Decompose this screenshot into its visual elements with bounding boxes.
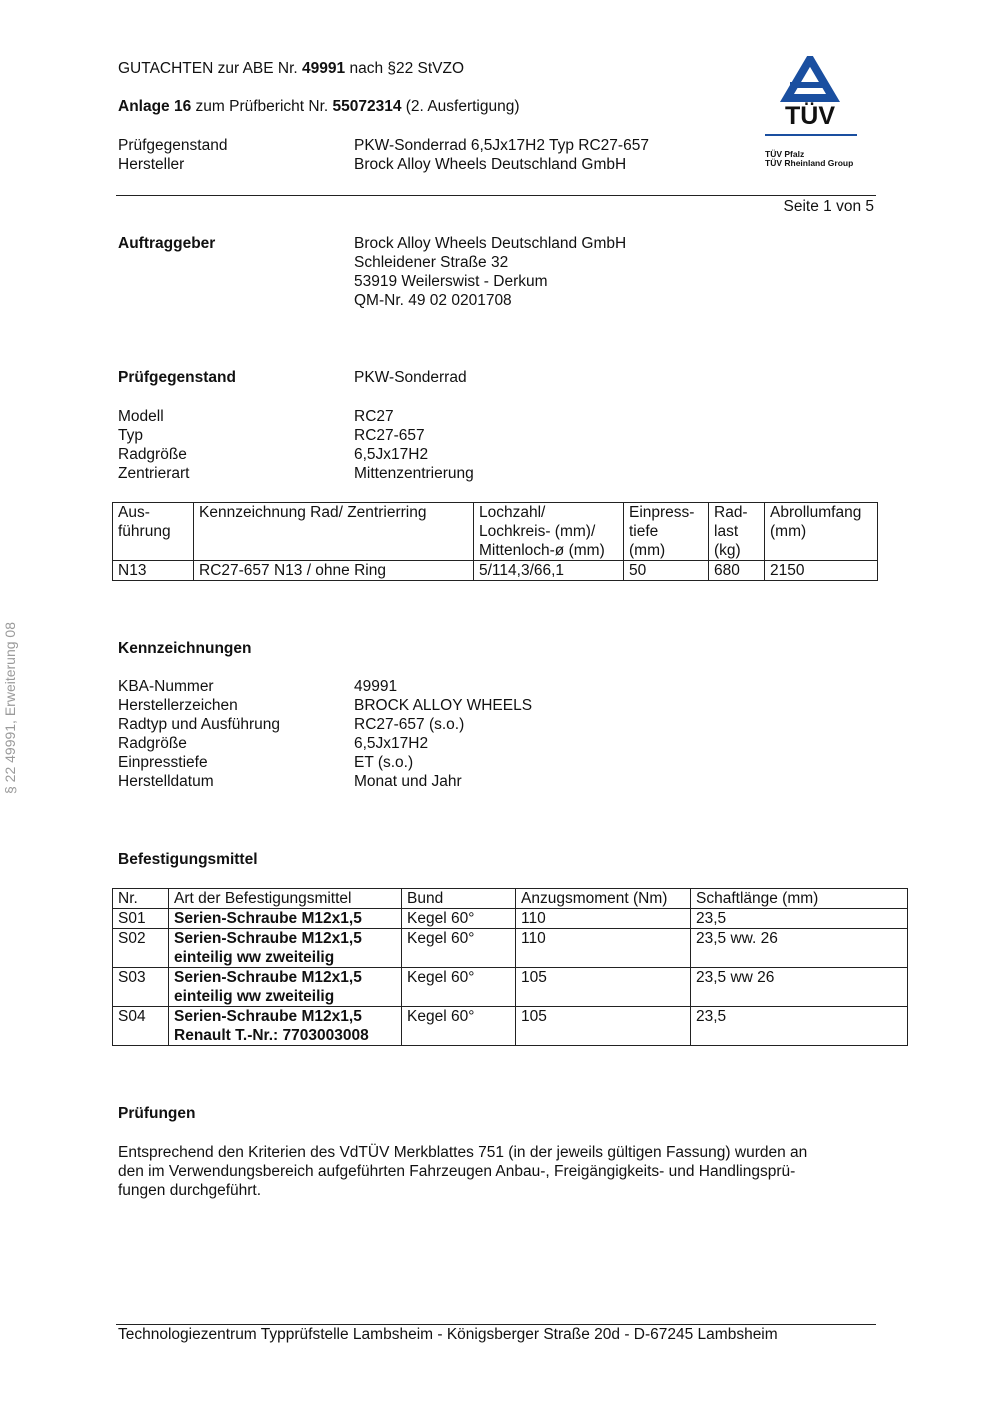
- table-row: [113, 909, 908, 929]
- detail-value: RC27: [354, 408, 394, 425]
- table-cell: Kegel 60°: [402, 929, 516, 968]
- table-header-cell: Anzugsmoment (Nm): [516, 889, 691, 909]
- table-cell: S03: [113, 968, 169, 1007]
- table-header-cell: Bund: [402, 889, 516, 909]
- table-cell: 105: [516, 968, 691, 1007]
- table-header-cell: Einpress- tiefe (mm): [624, 503, 709, 561]
- header-rule: [116, 195, 876, 196]
- marking-value: BROCK ALLOY WHEELS: [354, 697, 533, 714]
- annex-suffix: (2. Ausfertigung): [401, 98, 520, 115]
- side-note: § 22 49991, Erweiterung 08: [2, 622, 18, 795]
- title-suffix: nach §22 StVZO: [345, 60, 465, 77]
- table-cell: Serien-Schraube M12x1,5 einteilig ww zweiteilig: [169, 968, 402, 1007]
- footer-text: Technologiezentrum Typprüfstelle Lambsheim - Königsberger Straße 20d - D-67245 Lambsheim: [118, 1326, 778, 1343]
- table-cell: Serien-Schraube M12x1,5: [169, 909, 402, 929]
- marking-label: Einpresstiefe: [118, 754, 208, 771]
- table-cell: S04: [113, 1007, 169, 1046]
- detail-label: Modell: [118, 408, 164, 425]
- table-header-cell: Nr.: [113, 889, 169, 909]
- marking-value: ET (s.o.): [354, 754, 414, 771]
- annex-number: Anlage 16: [118, 98, 192, 115]
- table-header-cell: Kennzeichnung Rad/ Zentrierring: [194, 503, 474, 561]
- table-header-row: [113, 889, 908, 909]
- abe-number: 49991: [302, 60, 346, 77]
- table-cell: 2150: [765, 561, 878, 581]
- table-cell: 110: [516, 909, 691, 929]
- item-label: Prüfgegenstand: [118, 369, 236, 386]
- table-cell: Serien-Schraube M12x1,5 einteilig ww zweiteilig: [169, 929, 402, 968]
- table-cell: N13: [113, 561, 194, 581]
- logo-line1: TÜV Pfalz: [765, 149, 805, 159]
- client-name: Brock Alloy Wheels Deutschland GmbH: [354, 235, 627, 252]
- marking-label: Herstellerzeichen: [118, 697, 238, 714]
- subject-value: PKW-Sonderrad 6,5Jx17H2 Typ RC27-657: [354, 137, 649, 154]
- table-cell: 23,5: [691, 1007, 908, 1046]
- detail-value: Mittenzentrierung: [354, 465, 474, 482]
- table-row: [113, 929, 908, 968]
- table-cell: Serien-Schraube M12x1,5 Renault T.-Nr.: 7703003008: [169, 1007, 402, 1046]
- maker-label: Hersteller: [118, 156, 185, 173]
- item-value: PKW-Sonderrad: [354, 369, 467, 386]
- logo-name: TÜV: [785, 102, 835, 130]
- table-cell: 50: [624, 561, 709, 581]
- client-qm-number: QM-Nr. 49 02 0201708: [354, 292, 512, 309]
- page-number: Seite 1 von 5: [783, 198, 874, 215]
- tests-title: Prüfungen: [118, 1105, 196, 1122]
- logo-line2: TÜV Rheinland Group: [765, 158, 854, 168]
- detail-label: Zentrierart: [118, 465, 190, 482]
- maker-value: Brock Alloy Wheels Deutschland GmbH: [354, 156, 627, 173]
- annex-mid: zum Prüfbericht Nr.: [191, 98, 333, 115]
- detail-value: 6,5Jx17H2: [354, 446, 429, 463]
- fasteners-title: Befestigungsmittel: [118, 851, 258, 868]
- table-header-cell: Art der Befestigungsmittel: [169, 889, 402, 909]
- marking-value: RC27-657 (s.o.): [354, 716, 465, 733]
- detail-value: RC27-657: [354, 427, 425, 444]
- table-row: [113, 561, 878, 581]
- table-cell: S02: [113, 929, 169, 968]
- table-header-cell: Aus- führung: [113, 503, 194, 561]
- table-cell: 23,5: [691, 909, 908, 929]
- marking-value: Monat und Jahr: [354, 773, 462, 790]
- markings-title: Kennzeichnungen: [118, 640, 252, 657]
- marking-label: Radgröße: [118, 735, 187, 752]
- table-row: [113, 968, 908, 1007]
- title-prefix: GUTACHTEN zur ABE Nr.: [118, 60, 303, 77]
- report-title: [118, 59, 464, 78]
- client-city: 53919 Weilerswist - Derkum: [354, 273, 548, 290]
- item-details-values: [354, 407, 474, 483]
- marking-value: 49991: [354, 678, 398, 695]
- table-header-row: [113, 503, 878, 561]
- marking-label: Herstelldatum: [118, 773, 214, 790]
- table-cell: 23,5 ww. 26: [691, 929, 908, 968]
- detail-label: Radgröße: [118, 446, 187, 463]
- tests-paragraph: [118, 1143, 807, 1200]
- table-cell: 680: [709, 561, 765, 581]
- table-cell: 5/114,3/66,1: [474, 561, 624, 581]
- table-header-cell: Schaftlänge (mm): [691, 889, 908, 909]
- marking-label: KBA-Nummer: [118, 678, 214, 695]
- item-details-labels: [118, 407, 190, 483]
- table-header-cell: Rad- last (kg): [709, 503, 765, 561]
- marking-label: Radtyp und Ausführung: [118, 716, 281, 733]
- table-cell: 105: [516, 1007, 691, 1046]
- annex-line: [118, 97, 520, 116]
- report-number: 55072314: [332, 98, 402, 115]
- table-header-cell: Abrollumfang (mm): [765, 503, 878, 561]
- client-street: Schleidener Straße 32: [354, 254, 509, 271]
- markings-values: [354, 677, 532, 791]
- table-cell: 110: [516, 929, 691, 968]
- table-row: [113, 1007, 908, 1046]
- table-cell: Kegel 60°: [402, 909, 516, 929]
- table-cell: S01: [113, 909, 169, 929]
- client-label: Auftraggeber: [118, 235, 216, 252]
- paragraph-line: fungen durchgeführt.: [118, 1182, 262, 1199]
- markings-labels: [118, 677, 280, 791]
- paragraph-line: Entsprechend den Kriterien des VdTÜV Merkblattes 751 (in der jeweils gültigen Fassung) wurden an: [118, 1144, 808, 1161]
- table-header-cell: Lochzahl/ Lochkreis- (mm)/ Mittenloch-ø (mm): [474, 503, 624, 561]
- marking-value: 6,5Jx17H2: [354, 735, 429, 752]
- table-cell: Kegel 60°: [402, 1007, 516, 1046]
- tuv-logo: [760, 56, 860, 176]
- paragraph-line: den im Verwendungsbereich aufgeführten Fahrzeugen Anbau-, Freigängigkeits- und Handlingsprü-: [118, 1163, 796, 1180]
- detail-label: Typ: [118, 427, 143, 444]
- subject-label: Prüfgegenstand: [118, 137, 228, 154]
- logo-rule: [765, 134, 857, 136]
- client-address: [354, 234, 626, 310]
- fasteners-table: [112, 888, 908, 1046]
- table-cell: RC27-657 N13 / ohne Ring: [194, 561, 474, 581]
- table-cell: 23,5 ww 26: [691, 968, 908, 1007]
- wheel-table: [112, 502, 878, 581]
- table-cell: Kegel 60°: [402, 968, 516, 1007]
